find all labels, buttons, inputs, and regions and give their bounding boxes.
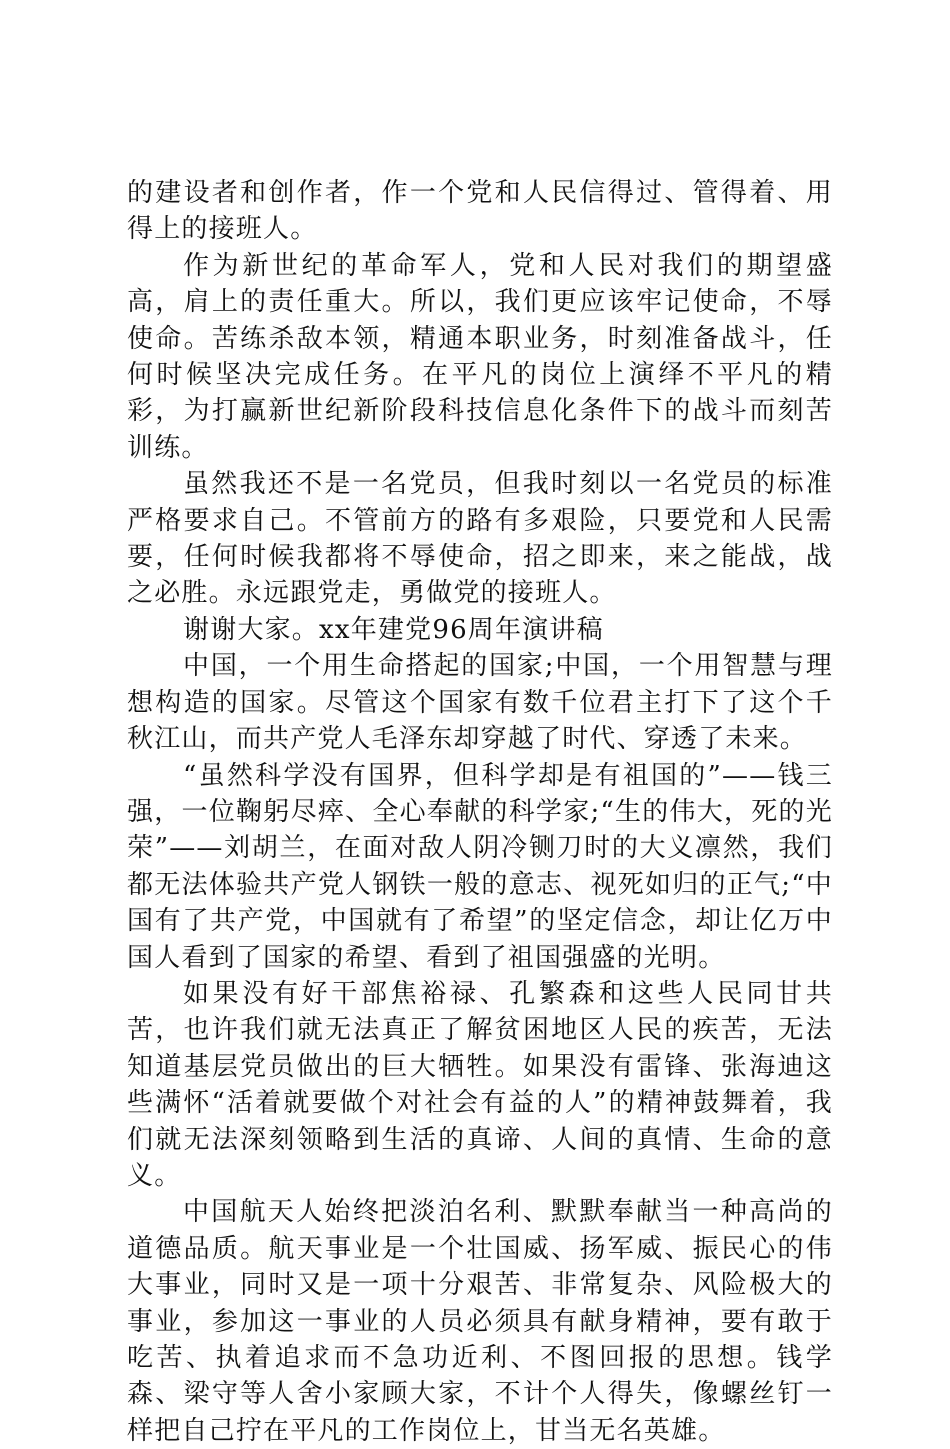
- paragraph: 中国航天人始终把淡泊名利、默默奉献当一种高尚的道德品质。航天事业是一个壮国威、扬军威、振民心的伟大事业，同时又是一项十分艰苦、非常复杂、风险极大的事业，参加这一事业的人员必须具有献身精神，要有敢于吃苦、执着追求而不急功近利、不图回报的思想。钱学森、梁守等人舍小家顾大家，不计个人得失，像螺丝钉一样把自己拧在平凡的工作岗位上，甘当无名英雄。: [127, 1197, 833, 1446]
- paragraph-continuation: 的建设者和创作者，作一个党和人民信得过、管得着、用得上的接班人。: [127, 178, 833, 245]
- paragraph: 中国，一个用生命搭起的国家;中国，一个用智慧与理想构造的国家。尽管这个国家有数千位君主打下了这个千秋江山，而共产党人毛泽东却穿越了时代、穿透了未来。: [127, 651, 833, 755]
- paragraph: 作为新世纪的革命军人，党和人民对我们的期望盛高，肩上的责任重大。所以，我们更应该牢记使命，不辱使命。苦练杀敌本领，精通本职业务，时刻准备战斗，任何时候坚决完成任务。在平凡的岗位上演绎不平凡的精彩，为打赢新世纪新阶段科技信息化条件下的战斗而刻苦训练。: [127, 250, 833, 463]
- paragraph-title-line: 谢谢大家。xx年建党96周年演讲稿: [183, 614, 604, 645]
- paragraph: 虽然我还不是一名党员，但我时刻以一名党员的标准严格要求自己。不管前方的路有多艰险，只要党和人民需要，任何时候我都将不辱使命，招之即来，来之能战，战之必胜。永远跟党走，勇做党的接班人。: [127, 469, 833, 609]
- document-body: [127, 175, 833, 1449]
- paragraph: “虽然科学没有国界，但科学却是有祖国的”——钱三强，一位鞠躬尽瘁、全心奉献的科学家;“生的伟大，死的光荣”——刘胡兰，在面对敌人阴冷铡刀时的大义凛然，我们都无法体验共产党人钢铁一般的意志、视死如归的正气;“中国有了共产党，中国就有了希望”的坚定信念，却让亿万中国人看到了国家的希望、看到了祖国强盛的光明。: [127, 760, 833, 973]
- paragraph: 如果没有好干部焦裕禄、孔繁森和这些人民同甘共苦，也许我们就无法真正了解贫困地区人民的疾苦，无法知道基层党员做出的巨大牺牲。如果没有雷锋、张海迪这些满怀“活着就要做个对社会有益的人”的精神鼓舞着，我们就无法深刻领略到生活的真谛、人间的真情、生命的意义。: [127, 978, 833, 1191]
